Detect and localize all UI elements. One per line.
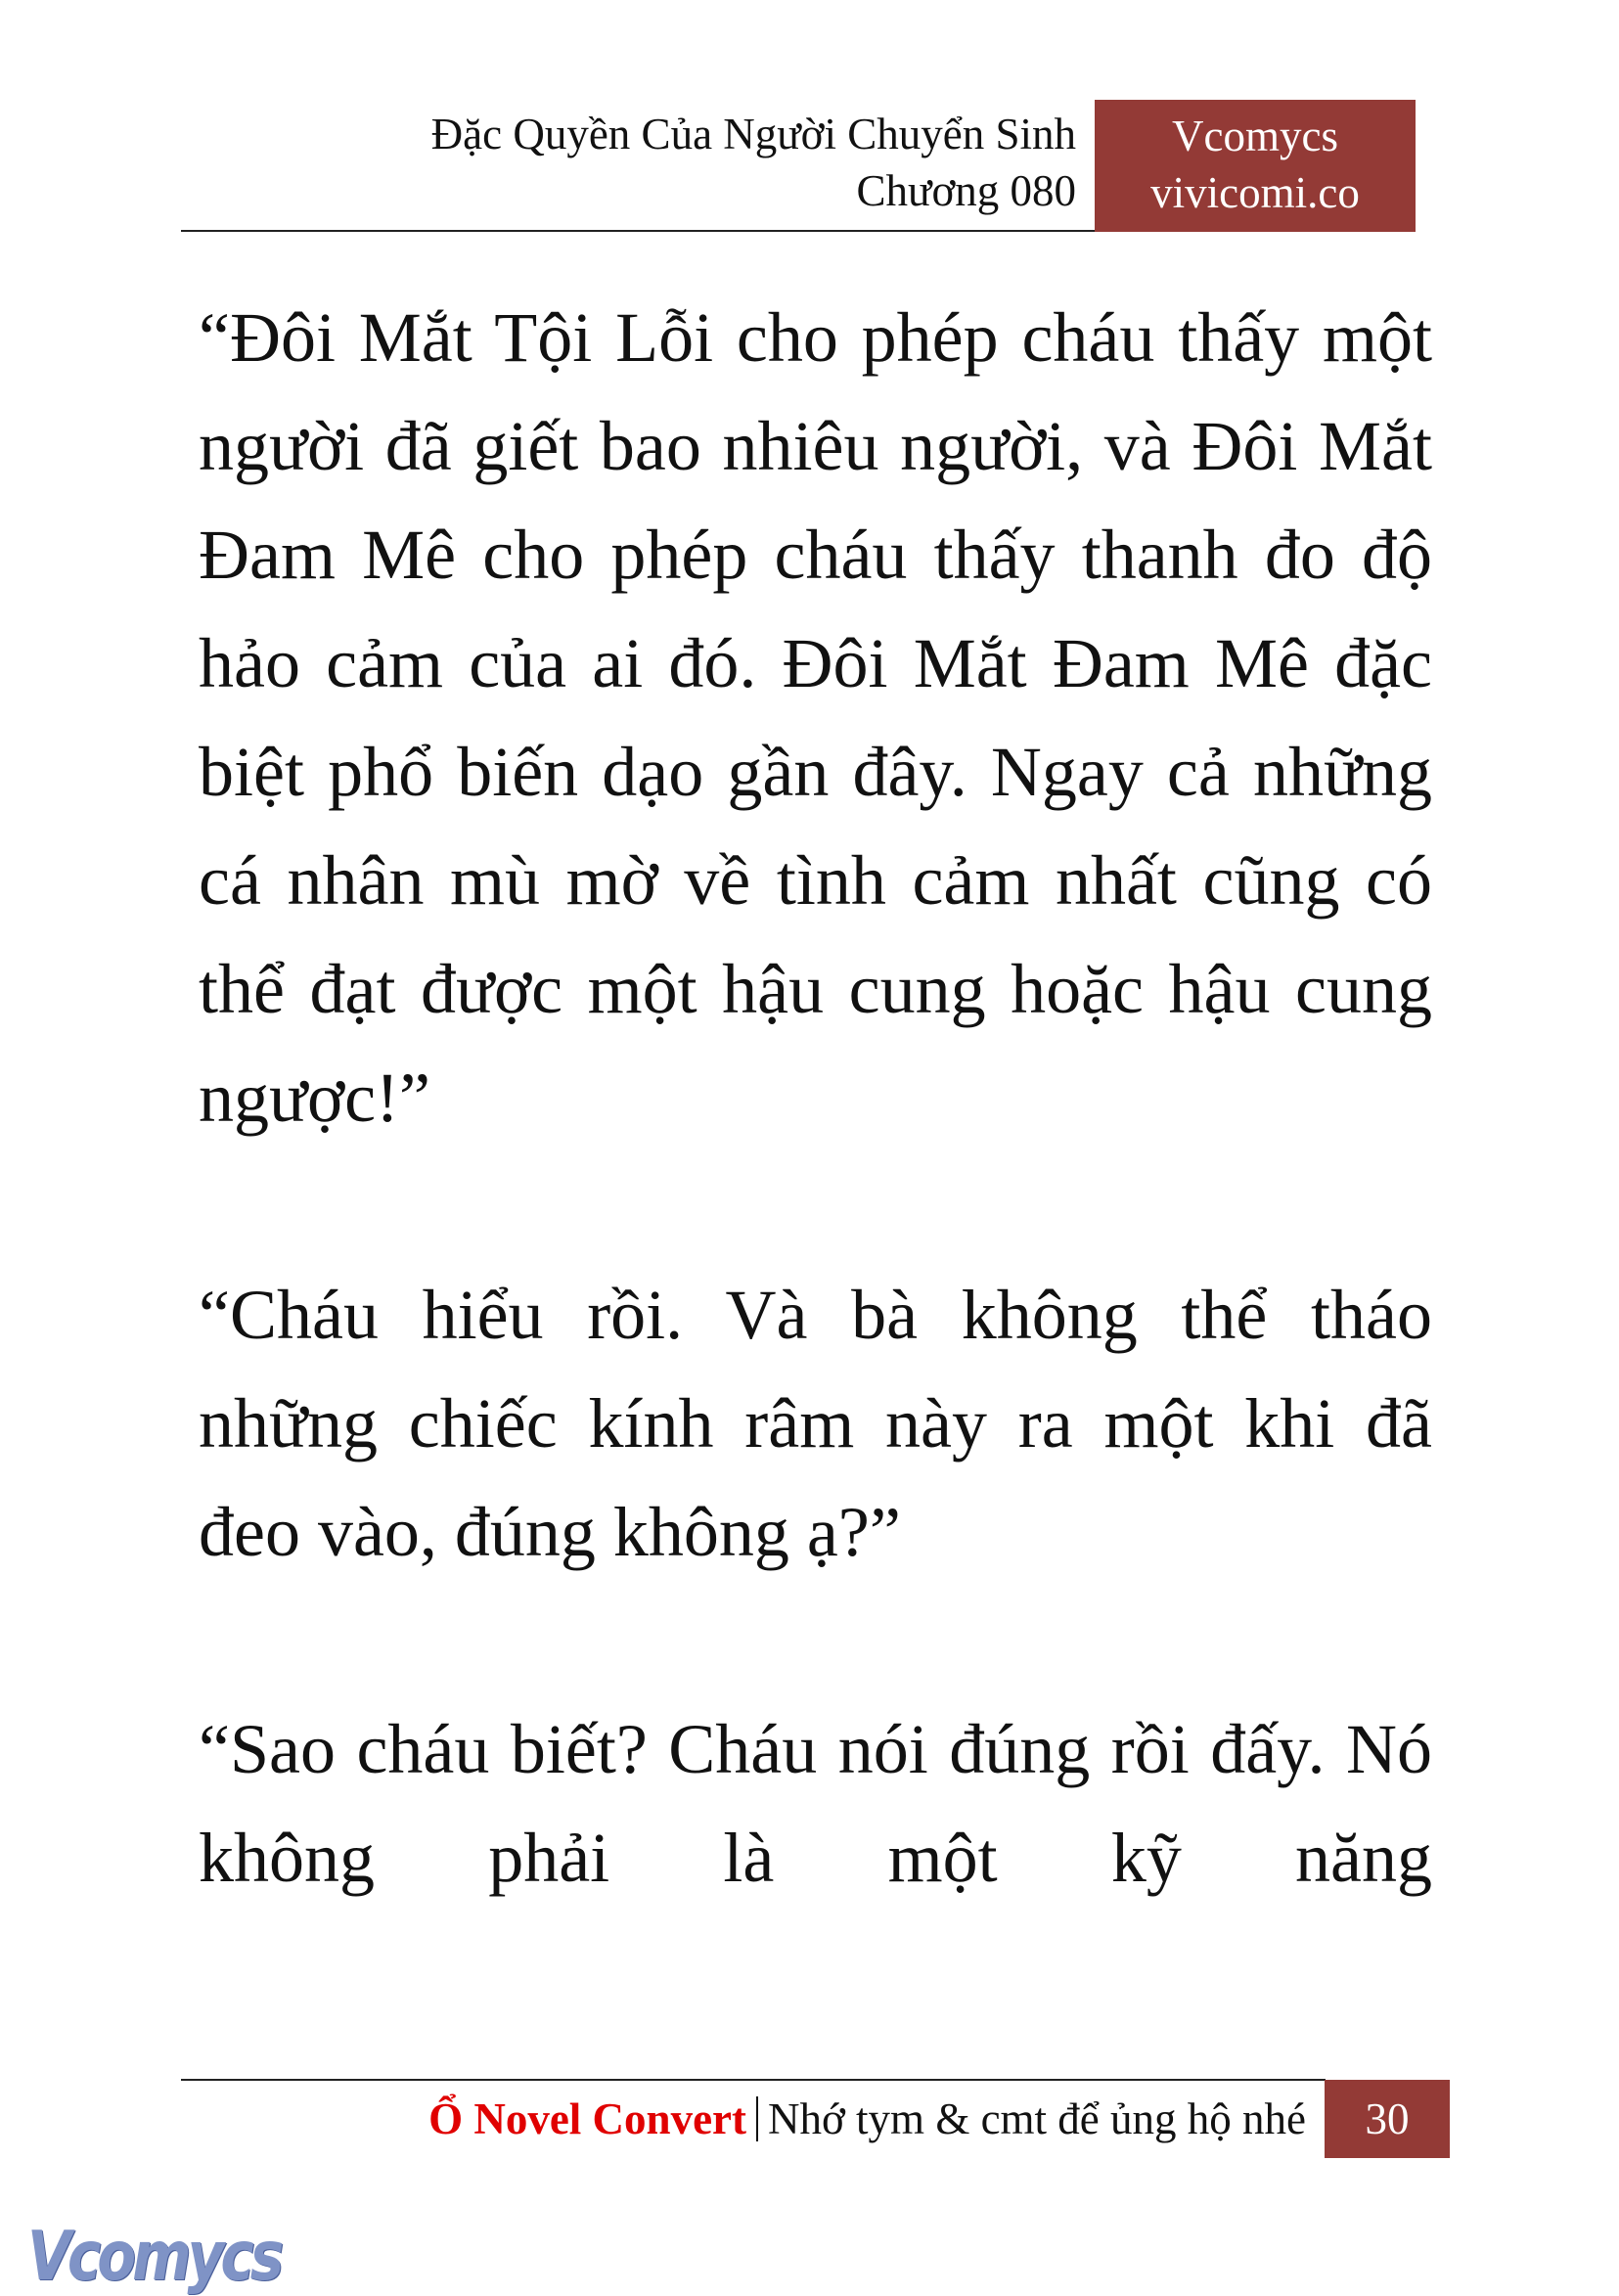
header-brand: Vcomycs — [1172, 112, 1338, 160]
paragraph: “Đôi Mắt Tội Lỗi cho phép cháu thấy một người đã giết bao nhiêu người, và Đôi Mắt Đam Mê cho phép cháu thấy thanh đo độ hảo cảm của ai đó. Đôi Mắt Đam Mê đặc biệt phổ biến dạo gần đây. Ngay cả những cá nhân mù mờ về tình cảm nhất cũng có thể đạt được một hậu cung hoặc hậu cung ngược!” — [199, 298, 1432, 1137]
footer-divider — [181, 2079, 1326, 2081]
book-title: Đặc Quyền Của Người Chuyển Sinh — [430, 110, 1076, 158]
watermark-logo: Vcomycs — [27, 2216, 281, 2296]
header-site: vivicomi.co — [1150, 168, 1360, 217]
paragraph: “Cháu hiểu rồi. Và bà không thể tháo những chiếc kính râm này ra một khi đã đeo vào, đúng không ạ?” — [199, 1276, 1432, 1571]
header-text — [431, 106, 1076, 219]
page-body — [199, 284, 1432, 2021]
footer-text — [428, 2092, 1306, 2146]
footer-separator — [756, 2096, 758, 2141]
header-divider — [181, 230, 1096, 232]
page-number: 30 — [1325, 2080, 1450, 2158]
footer-brand: Ổ Novel Convert — [428, 2094, 747, 2143]
paragraph: “Sao cháu biết? Cháu nói đúng rồi đấy. Nó không phải là một kỹ năng — [199, 1710, 1432, 1897]
chapter-label: Chương 080 — [856, 166, 1076, 215]
footer-message: Nhớ tym & cmt để ủng hộ nhé — [768, 2094, 1306, 2143]
header-brand-box — [1095, 100, 1416, 232]
